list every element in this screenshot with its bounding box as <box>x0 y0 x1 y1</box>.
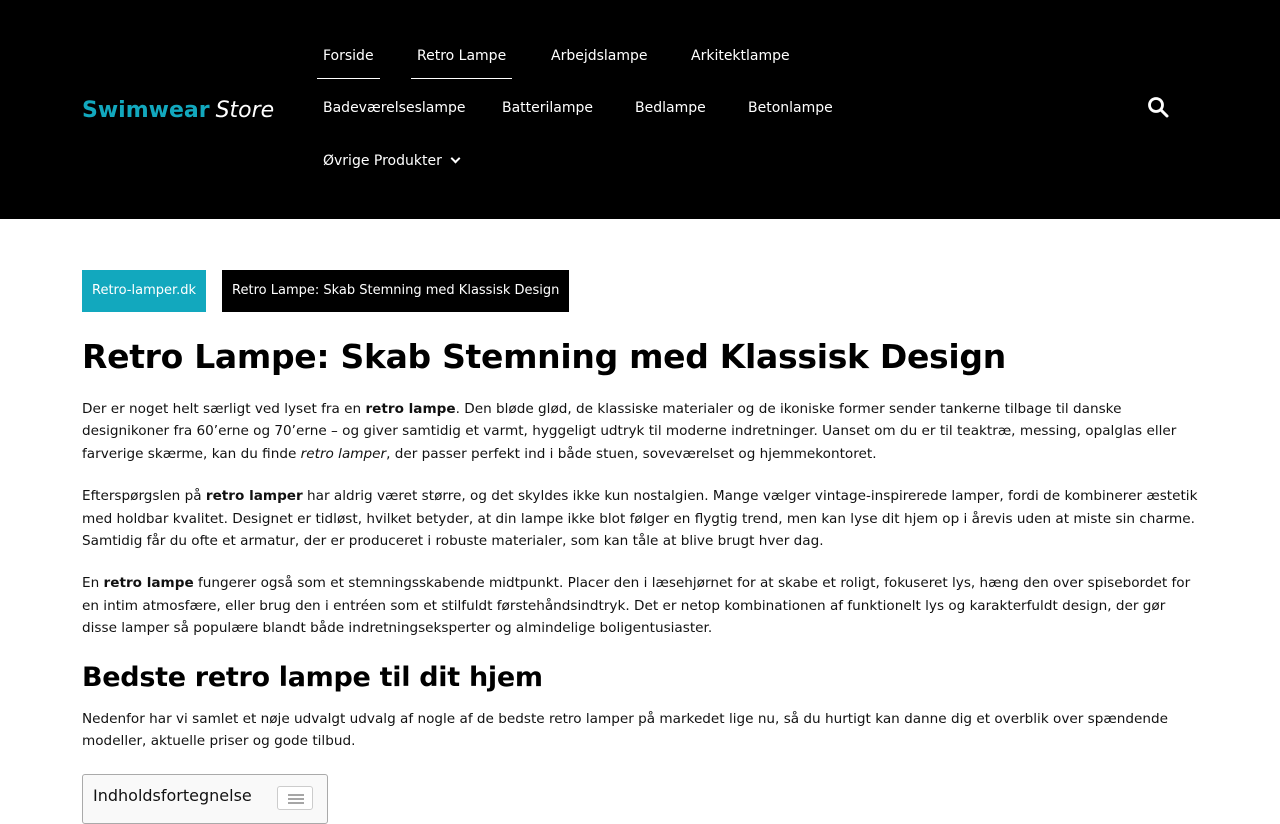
nav-item-ovrige-produkter-label: Øvrige Produkter <box>323 153 442 169</box>
brand-name-primary: Swimwear <box>82 98 210 123</box>
chevron-down-icon <box>450 154 460 164</box>
nav-item-retro-lampe[interactable]: Retro Lampe <box>411 46 512 66</box>
text-run: har aldrig været større, og det skyldes ikke kun nostalgien. Mange vælger vintage-inspirerede lamper, fordi de kombinerer æstetik med holdbar kvalitet. Designet er tidløst, hvilket betyder, at din lampe ikke blot følger en flygtig trend, men kan lyse dit hjem op i årevis uden at miste sin charme. Samtidig får du ofte et armatur, der er produceret i robuste materialer, som kan tåle at blive brugt hver dag. <box>82 488 1198 550</box>
nav-item-bedlampe[interactable]: Bedlampe <box>635 100 706 116</box>
text-run: fungerer også som et stemningsskabende midtpunkt. Placer den i læsehjørnet for at skabe et roligt, fokuseret lys, hæng den over spisebordet for en intim atmosfære, eller brug den i entréen som et stilfuldt førstehåndsindtryk. Det er netop kombinationen af funktionelt lys og karakterfuldt design, der gør disse lamper så populære blandt både indretningseksperter og almindelige boligentusiaster. <box>82 575 1191 637</box>
intro-paragraph <box>82 398 1198 465</box>
nav-item-arbejdslampe[interactable]: Arbejdslampe <box>551 48 648 64</box>
nav-item-badevaerelseslampe[interactable]: Badeværelseslampe <box>323 100 466 116</box>
nav-item-arkitektlampe[interactable]: Arkitektlampe <box>691 48 790 64</box>
site-header <box>0 0 1280 219</box>
bold-keyword: retro lamper <box>205 488 303 505</box>
text-run: . Den bløde glød, de klassiske materialer og de ikoniske former sender tankerne tilbage til danske designikoner fra 60’erne og 70’erne – og giver samtidig et varmt, hyggeligt udtryk til moderne indretninger. Uanset om du er til teaktræ, messing, opalglas eller farverige skærme, kan du finde <box>82 401 1177 462</box>
text-run: , der passer perfekt ind i både stuen, soveværelset og hjemmekontoret. <box>386 445 877 462</box>
list-toggle-icon[interactable] <box>277 786 313 810</box>
bold-keyword: retro lampe <box>103 575 194 592</box>
table-of-contents <box>82 774 328 824</box>
brand-name-secondary: Store <box>215 98 275 123</box>
bold-keyword: retro lampe <box>365 401 456 417</box>
text-run: Efterspørgslen på <box>82 488 206 505</box>
italic-keyword: retro lamper <box>300 445 387 462</box>
main-content <box>82 270 1198 824</box>
nav-item-betonlampe[interactable]: Betonlampe <box>748 100 833 116</box>
text-run: Der er noget helt særligt ved lyset fra en <box>82 401 366 417</box>
body-paragraph-3 <box>82 572 1198 639</box>
nav-item-batterilampe[interactable]: Batterilampe <box>502 100 594 116</box>
section-intro-paragraph: Nedenfor har vi samlet et nøje udvalgt udvalg af nogle af de bedste retro lamper på markedet lige nu, så du hurtigt kan danne dig et overblik over spændende modeller, aktuelle priser og gode tilbud. <box>82 710 1168 750</box>
page-title: Retro Lampe: Skab Stemning med Klassisk Design <box>82 337 1006 376</box>
breadcrumb-current: Retro Lampe: Skab Stemning med Klassisk Design <box>222 270 569 312</box>
breadcrumb-home-link[interactable]: Retro-lamper.dk <box>82 270 206 312</box>
nav-item-forside[interactable]: Forside <box>317 46 380 66</box>
site-logo[interactable] <box>82 96 274 126</box>
breadcrumb <box>82 270 1198 312</box>
text-run: En <box>82 575 104 592</box>
body-paragraph-2 <box>82 485 1198 552</box>
nav-item-ovrige-produkter[interactable] <box>317 151 465 171</box>
section-heading: Bedste retro lampe til dit hjem <box>82 661 543 693</box>
search-icon[interactable] <box>1146 95 1170 119</box>
toc-title: Indholdsfortegnelse <box>93 786 252 806</box>
